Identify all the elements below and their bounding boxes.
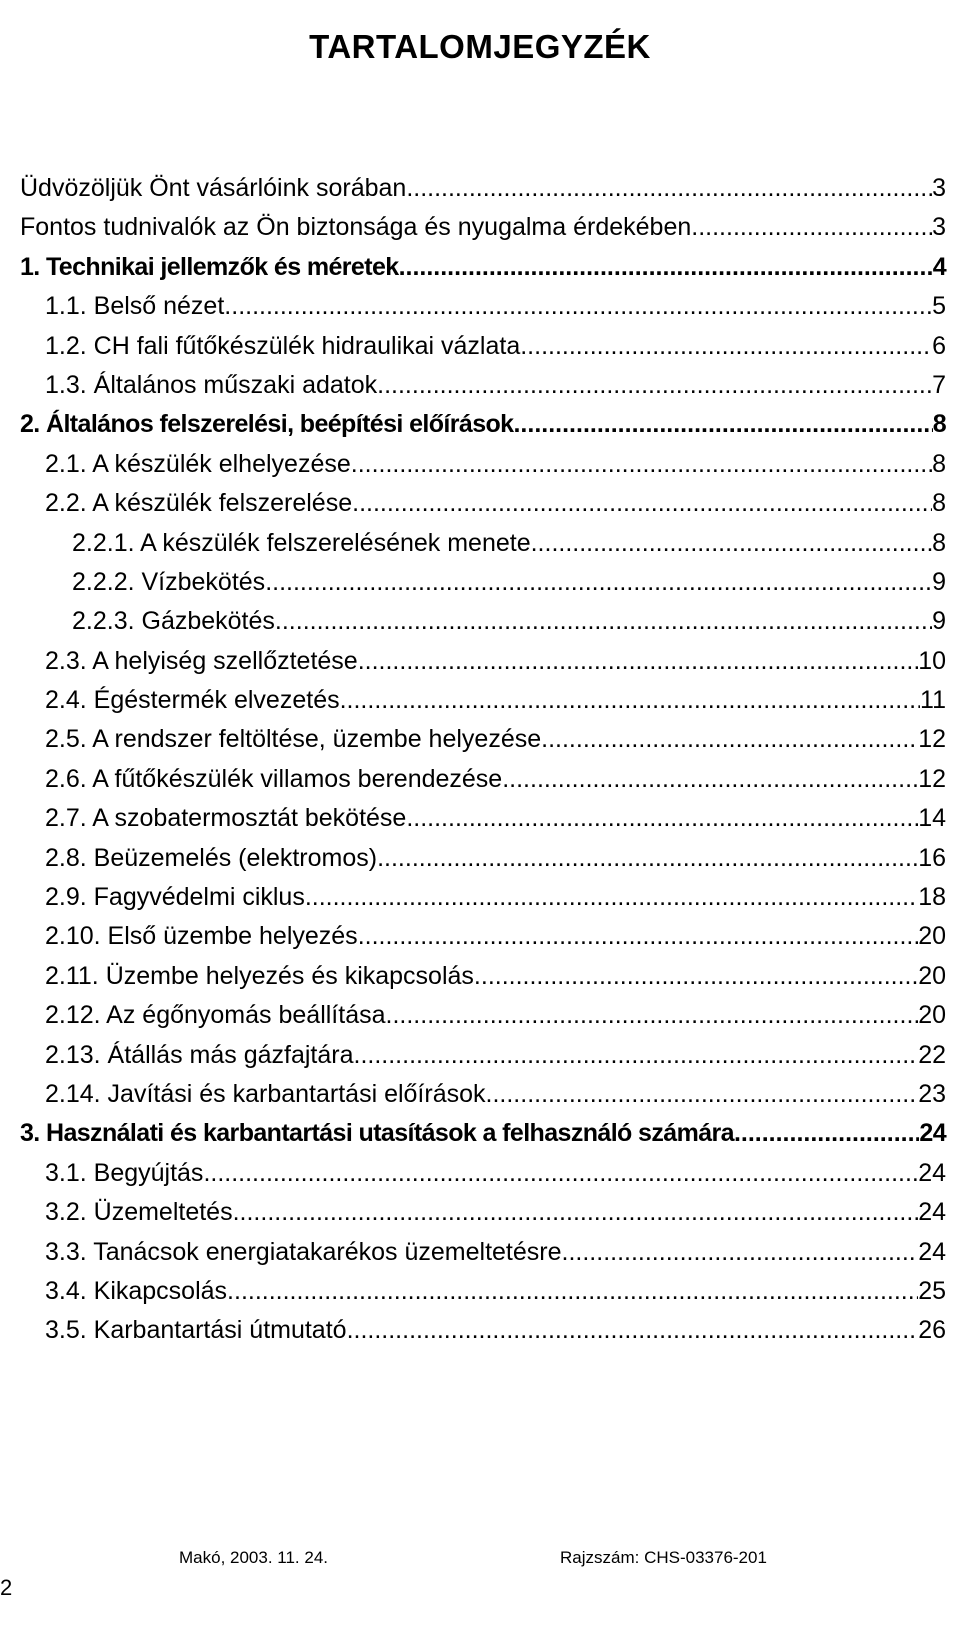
toc-dot-leader xyxy=(386,996,919,1035)
toc-entry-label: 2.12. Az égőnyomás beállítása xyxy=(45,1001,386,1030)
toc-entry xyxy=(20,839,946,878)
toc-dot-leader xyxy=(502,760,918,799)
toc-entry-page: 16 xyxy=(918,843,946,872)
toc-dot-leader xyxy=(233,1193,919,1232)
toc-entry-label: 2.14. Javítási és karbantartási előírások xyxy=(45,1079,486,1108)
toc-entry-page: 24 xyxy=(918,1158,946,1187)
toc-dot-leader xyxy=(377,366,932,405)
page-title: TARTALOMJEGYZÉK xyxy=(309,28,651,66)
toc-entry-page: 8 xyxy=(932,449,946,478)
toc-dot-leader xyxy=(474,957,918,996)
toc-dot-leader xyxy=(541,720,918,759)
toc-dot-leader xyxy=(520,327,932,366)
toc-entry xyxy=(20,366,946,405)
toc-entry xyxy=(20,524,946,563)
toc-entry-label: 3.4. Kikapcsolás xyxy=(45,1276,228,1305)
toc-entry-page: 7 xyxy=(932,370,946,399)
toc-entry-label: 2.11. Üzembe helyezés és kikapcsolás xyxy=(45,961,474,990)
toc-dot-leader xyxy=(224,287,932,326)
table-of-contents xyxy=(20,169,946,1351)
toc-dot-leader xyxy=(347,1311,919,1350)
toc-entry-label: 2.7. A szobatermosztát bekötése xyxy=(45,804,407,833)
toc-entry-page: 8 xyxy=(932,489,946,518)
toc-entry-page: 3 xyxy=(932,174,946,202)
toc-entry xyxy=(20,1233,946,1272)
toc-entry xyxy=(20,681,946,720)
toc-entry xyxy=(20,1075,946,1114)
toc-entry xyxy=(20,957,946,996)
toc-entry-label: 2.5. A rendszer feltöltése, üzembe helyezése xyxy=(45,725,542,754)
toc-entry-page: 25 xyxy=(918,1276,946,1305)
toc-entry xyxy=(20,208,946,247)
toc-entry-label: 3.3. Tanácsok energiatakarékos üzemeltetésre xyxy=(45,1237,562,1266)
toc-entry-label: 2.2.1. A készülék felszerelésének menete xyxy=(72,528,531,557)
toc-entry-page: 20 xyxy=(918,961,946,990)
toc-dot-leader xyxy=(377,839,918,878)
toc-entry-label: 2.9. Fagyvédelmi ciklus xyxy=(45,883,305,912)
toc-entry xyxy=(20,1114,946,1153)
toc-entry xyxy=(20,878,946,917)
toc-entry-page: 9 xyxy=(932,567,946,596)
toc-entry-label: 2.2.2. Vízbekötés xyxy=(72,567,266,596)
toc-entry-label: 2.1. A készülék elhelyezése xyxy=(45,449,351,478)
toc-entry-label: 2.13. Átállás más gázfajtára xyxy=(45,1040,354,1069)
toc-entry-page: 10 xyxy=(918,646,946,675)
toc-entry-label: 3.2. Üzemeltetés xyxy=(45,1198,233,1227)
toc-dot-leader xyxy=(358,642,918,681)
toc-entry-page: 12 xyxy=(918,764,946,793)
toc-dot-leader xyxy=(691,208,932,247)
toc-dot-leader xyxy=(358,917,919,956)
toc-entry-label: 2.10. Első üzembe helyezés xyxy=(45,922,358,951)
toc-entry-label: 3.1. Begyújtás xyxy=(45,1158,204,1187)
toc-entry-page: 24 xyxy=(918,1198,946,1227)
toc-entry-label: 2.4. Égéstermék elvezetés xyxy=(45,686,340,715)
toc-dot-leader xyxy=(275,602,932,641)
footer-date: Makó, 2003. 11. 24. xyxy=(179,1548,329,1567)
toc-dot-leader xyxy=(562,1233,919,1272)
toc-entry-label: 1.2. CH fali fűtőkészülék hidraulikai vázlata xyxy=(45,331,521,360)
toc-dot-leader xyxy=(351,445,932,484)
toc-entry-label: 1. Technikai jellemzők és méretek xyxy=(20,252,399,281)
toc-entry-label: 2.6. A fűtőkészülék villamos berendezése xyxy=(45,764,503,793)
toc-entry xyxy=(20,642,946,681)
toc-dot-leader xyxy=(352,484,932,523)
toc-entry-page: 24 xyxy=(919,1119,946,1148)
toc-entry xyxy=(20,996,946,1035)
toc-entry xyxy=(20,169,946,208)
toc-entry-label: 3. Használati és karbantartási utasítások a felhasználó számára xyxy=(20,1119,734,1148)
toc-entry-label: 2.3. A helyiség szellőztetése xyxy=(45,646,358,675)
toc-dot-leader xyxy=(513,405,932,444)
toc-entry-page: 26 xyxy=(918,1316,946,1345)
toc-dot-leader xyxy=(340,681,920,720)
toc-entry xyxy=(20,720,946,759)
toc-entry-page: 20 xyxy=(918,922,946,951)
toc-entry-page: 20 xyxy=(918,1001,946,1030)
toc-dot-leader xyxy=(406,169,932,208)
toc-entry-label: 1.3. Általános műszaki adatok xyxy=(45,370,378,399)
toc-entry-page: 3 xyxy=(932,213,946,242)
toc-entry xyxy=(20,602,946,641)
footer-drawing-number: Rajzszám: CHS-03376-201 xyxy=(560,1548,767,1567)
toc-dot-leader xyxy=(305,878,918,917)
toc-entry xyxy=(20,327,946,366)
toc-dot-leader xyxy=(227,1272,918,1311)
toc-dot-leader xyxy=(265,563,932,602)
toc-entry xyxy=(20,1193,946,1232)
toc-entry-label: Üdvözöljük Önt vásárlóink sorában xyxy=(20,174,407,202)
toc-entry-label: 2.2. A készülék felszerelése xyxy=(45,489,353,518)
toc-entry xyxy=(20,1154,946,1193)
toc-entry xyxy=(20,484,946,523)
toc-dot-leader xyxy=(354,1036,919,1075)
toc-entry xyxy=(20,405,946,444)
toc-entry xyxy=(20,1036,946,1075)
toc-entry-page: 4 xyxy=(932,252,946,281)
toc-entry-page: 8 xyxy=(932,528,946,557)
toc-entry xyxy=(20,1311,946,1350)
toc-entry-page: 18 xyxy=(918,883,946,912)
toc-entry-page: 5 xyxy=(932,292,946,321)
toc-entry xyxy=(20,248,946,287)
toc-entry xyxy=(20,760,946,799)
toc-entry-label: 3.5. Karbantartási útmutató xyxy=(45,1316,347,1345)
toc-entry-label: 1.1. Belső nézet xyxy=(45,292,225,321)
toc-entry-label: 2.2.3. Gázbekötés xyxy=(72,607,275,636)
toc-dot-leader xyxy=(406,799,918,838)
toc-entry xyxy=(20,287,946,326)
toc-entry xyxy=(20,917,946,956)
toc-entry xyxy=(20,799,946,838)
toc-dot-leader xyxy=(486,1075,919,1114)
toc-dot-leader xyxy=(203,1154,918,1193)
toc-entry-page: 11 xyxy=(920,686,946,715)
page-number: 2 xyxy=(0,1575,13,1600)
toc-entry-page: 24 xyxy=(918,1237,946,1266)
toc-entry-label: 2.8. Beüzemelés (elektromos) xyxy=(45,843,378,872)
toc-entry-label: Fontos tudnivalók az Ön biztonsága és nyugalma érdekében xyxy=(20,213,692,242)
toc-entry xyxy=(20,1272,946,1311)
toc-entry-page: 8 xyxy=(932,410,946,439)
toc-dot-leader xyxy=(734,1114,919,1153)
toc-dot-leader xyxy=(399,248,933,287)
toc-entry-page: 14 xyxy=(918,804,946,833)
toc-entry-page: 6 xyxy=(932,331,946,360)
toc-dot-leader xyxy=(531,524,932,563)
toc-entry-page: 22 xyxy=(918,1040,946,1069)
toc-entry xyxy=(20,563,946,602)
toc-entry-page: 9 xyxy=(932,607,946,636)
toc-entry xyxy=(20,445,946,484)
toc-entry-page: 12 xyxy=(918,725,946,754)
toc-entry-label: 2. Általános felszerelési, beépítési előírások xyxy=(20,410,514,439)
toc-entry-page: 23 xyxy=(918,1079,946,1108)
